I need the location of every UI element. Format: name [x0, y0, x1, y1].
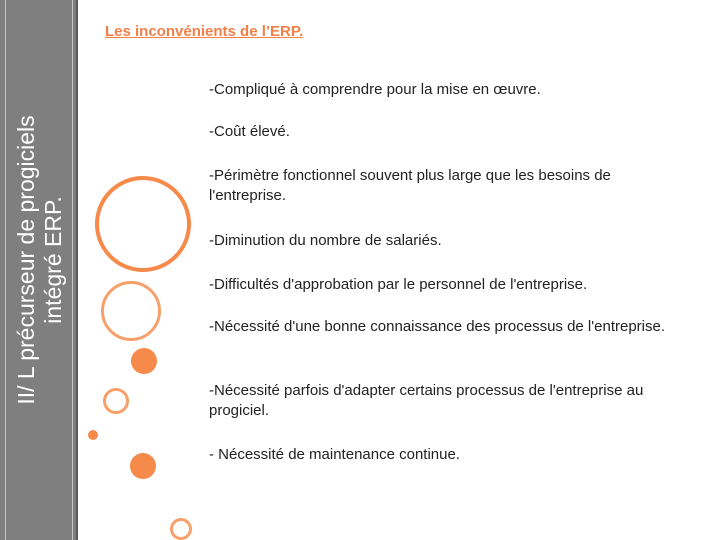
vertical-title-line-1: II/ L précurseur de progiciels: [13, 115, 39, 405]
tiny-ring-decoration: [170, 518, 192, 540]
filled-circle-decoration: [131, 348, 157, 374]
bullet-item: -Périmètre fonctionnel souvent plus large que les besoins de l'entreprise.: [209, 167, 611, 204]
dot-decoration: [88, 430, 98, 440]
medium-ring-decoration: [101, 281, 161, 341]
vertical-section-title: [13, 70, 67, 450]
slide-heading: Les inconvénients de l’ERP.: [105, 23, 304, 40]
bullet-item: -Compliqué à comprendre pour la mise en œuvre.: [209, 81, 541, 98]
filled-circle-decoration: [130, 453, 156, 479]
large-ring-decoration: [95, 176, 191, 272]
vertical-title-line-2: intégré ERP.: [40, 196, 66, 324]
bullet-item: -Nécessité d'une bonne connaissance des processus de l'entreprise.: [209, 318, 665, 335]
sidebar-panel: [0, 0, 78, 540]
bullet-item: -Diminution du nombre de salariés.: [209, 232, 442, 249]
small-ring-decoration: [103, 388, 129, 414]
bullet-item: -Difficultés d'approbation par le personnel de l'entreprise.: [209, 276, 588, 293]
bullet-item: -Nécessité parfois d'adapter certains processus de l'entreprise au progiciel.: [209, 382, 644, 419]
bullet-item: - Nécessité de maintenance continue.: [209, 446, 460, 463]
bullet-item: -Coût élevé.: [209, 123, 290, 140]
